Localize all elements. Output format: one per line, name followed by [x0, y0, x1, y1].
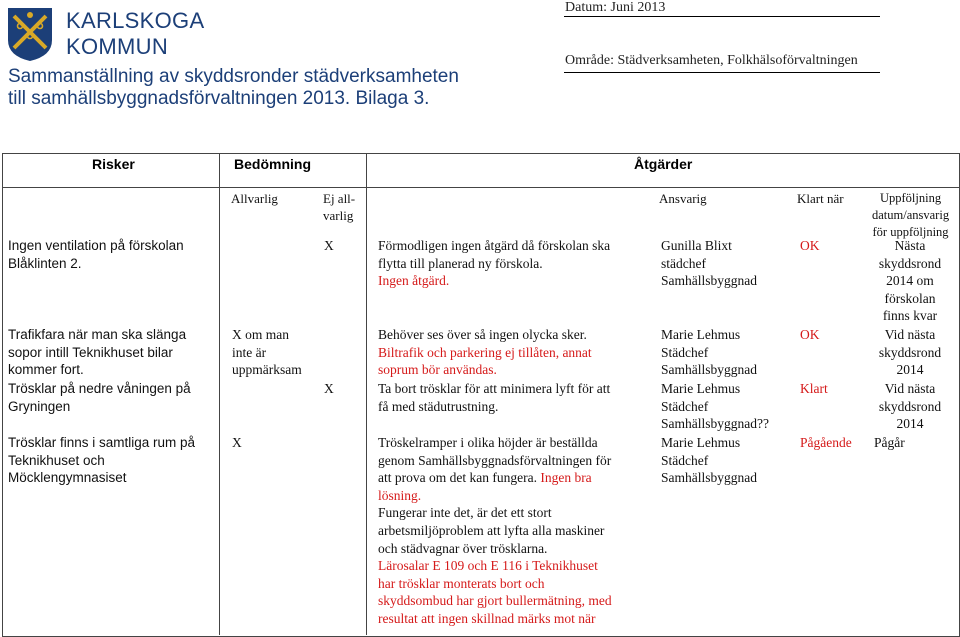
- uppf-line: 2014: [896, 362, 924, 378]
- subheader-ansvarig: Ansvarig: [659, 191, 707, 206]
- area-field: Område: Städverksamheten, Folkhälsoförvaltningen: [565, 53, 858, 68]
- klart-status: OK: [800, 238, 820, 253]
- atgard-line: resultat att ingen skillnad märks mot när: [378, 610, 596, 626]
- risk-line: Teknikhuset och: [8, 452, 105, 468]
- atgard-line: Tröskelramper i olika höjder är beställda: [378, 435, 598, 450]
- column-header-risker: Risker: [92, 156, 135, 172]
- risk-line: sopor intill Teknikhuset bilar: [8, 344, 173, 360]
- risk-cell: [8, 434, 195, 487]
- uppf-line: 2014 om: [886, 273, 934, 289]
- subheader-uppfoljning: [872, 190, 949, 241]
- risk-line: Möcklengymnasiset: [8, 470, 127, 486]
- atgard-line: Lärosalar E 109 och E 116 i Teknikhuset: [378, 558, 598, 574]
- risk-cell: [8, 326, 186, 379]
- atgard-line: soprum bör användas.: [378, 362, 497, 378]
- atgard-cell: [378, 380, 610, 415]
- atgard-line: lösning.: [378, 487, 422, 503]
- risk-line: Gryningen: [8, 398, 71, 414]
- ansvarig-line: Samhällsbyggnad: [661, 470, 757, 486]
- uppf-line: Vid nästa: [884, 327, 936, 342]
- uppfoljning-cell: [868, 237, 952, 325]
- ansvarig-line: Gunilla Blixt: [661, 238, 732, 253]
- logo-wordmark: [66, 8, 204, 60]
- atgard-text-red: Ingen bra: [540, 470, 592, 486]
- ansvarig-cell: [661, 237, 757, 290]
- allvarlig-line: X om man: [232, 327, 289, 342]
- uppf-line: Pågår: [874, 435, 905, 450]
- allvarlig-line: inte är: [232, 344, 267, 360]
- uppf-line: Vid nästa: [884, 381, 936, 396]
- risk-line: Ingen ventilation på förskolan: [8, 238, 184, 253]
- subheader-ej-allvarlig: [323, 190, 355, 224]
- ansvarig-line: Städchef: [661, 452, 709, 468]
- date-underline: [564, 16, 880, 17]
- logo-line-1: KARLSKOGA: [66, 8, 205, 33]
- subheader-klart-nar: Klart när: [797, 191, 844, 206]
- municipality-logo: [6, 6, 54, 62]
- ansvarig-line: Städchef: [661, 398, 709, 414]
- klart-status: Pågående: [800, 435, 852, 450]
- subheader-allvarlig: Allvarlig: [231, 191, 278, 206]
- uppf-line: skyddsrond: [878, 398, 942, 414]
- uppf-line: skyddsrond: [878, 255, 942, 271]
- risk-line: Trösklar på nedre våningen på: [8, 381, 191, 396]
- subheader-ej-line-1: Ej all-: [323, 191, 356, 206]
- title-line-2: till samhällsbyggnadsförvaltningen 2013. Bilaga 3.: [8, 88, 430, 109]
- atgard-line: och städvagnar över trösklarna.: [378, 540, 548, 556]
- uppfoljning-cell: [874, 434, 905, 452]
- atgard-line: har trösklar monterats bort och: [378, 575, 545, 591]
- uppfoljning-cell: [868, 380, 952, 433]
- uppfoljning-cell: [868, 326, 952, 379]
- subheader-uppf-line-3: för uppföljning: [872, 225, 949, 239]
- ej-allvarlig-mark: X: [324, 238, 334, 253]
- atgard-cell: [378, 237, 610, 290]
- column-header-bedomning: Bedömning: [234, 156, 311, 172]
- ansvarig-line: Samhällsbyggnad??: [661, 416, 769, 432]
- document-title: [8, 66, 459, 110]
- header-divider: [2, 187, 959, 188]
- atgard-line: Fungerar inte det, är det ett stort: [378, 505, 552, 521]
- uppf-line: förskolan: [884, 290, 936, 306]
- allvarlig-mark: [232, 326, 302, 379]
- ansvarig-cell: [661, 380, 769, 433]
- risk-line: Trafikfara när man ska slänga: [8, 327, 187, 342]
- ansvarig-line: Städchef: [661, 344, 709, 360]
- ansvarig-cell: [661, 326, 757, 379]
- column-divider-risker: [219, 153, 220, 635]
- risk-cell: [8, 237, 184, 272]
- atgard-line: [378, 469, 612, 487]
- atgard-line: Behöver ses över så ingen olycka sker.: [378, 327, 587, 342]
- date-field: Datum: Juni 2013: [565, 0, 666, 15]
- ansvarig-line: Marie Lehmus: [661, 381, 741, 396]
- atgard-line: få med städutrustning.: [378, 398, 499, 414]
- ansvarig-line: Marie Lehmus: [661, 327, 741, 342]
- subheader-ej-line-2: varlig: [323, 208, 354, 223]
- atgard-cell: [378, 326, 592, 379]
- atgard-line: skyddsombud har gjort bullermätning, med: [378, 593, 612, 609]
- ansvarig-line: städchef: [661, 255, 706, 271]
- ansvarig-line: Marie Lehmus: [661, 435, 741, 450]
- subheader-uppf-line-2: datum/ansvarig: [872, 208, 950, 222]
- ej-allvarlig-mark: X: [324, 381, 334, 396]
- ansvarig-cell: [661, 434, 757, 487]
- atgard-text: att prova om det kan fungera.: [378, 470, 541, 486]
- klart-status: Klart: [800, 381, 828, 396]
- uppf-line: finns kvar: [882, 308, 938, 324]
- atgard-line: flytta till planerad ny förskola.: [378, 255, 543, 271]
- logo-line-2: KOMMUN: [66, 34, 169, 59]
- uppf-line: Nästa: [894, 238, 926, 253]
- ansvarig-line: Samhällsbyggnad: [661, 362, 757, 378]
- atgard-cell: [378, 434, 612, 628]
- title-line-1: Sammanställning av skyddsronder städverksamheten: [8, 66, 459, 87]
- klart-status: OK: [800, 327, 820, 342]
- column-header-atgarder: Åtgärder: [634, 156, 693, 172]
- atgard-line: genom Samhällsbyggnadsförvaltningen för: [378, 452, 612, 468]
- ansvarig-line: Samhällsbyggnad: [661, 273, 757, 289]
- risk-cell: [8, 380, 191, 415]
- allvarlig-mark: X: [232, 435, 242, 450]
- uppf-line: 2014: [896, 416, 924, 432]
- area-underline: [564, 72, 880, 73]
- subheader-uppf-line-1: Uppföljning: [879, 191, 942, 205]
- atgard-line: arbetsmiljöproblem att lyfta alla maskiner: [378, 522, 605, 538]
- risk-line: kommer fort.: [8, 362, 84, 378]
- atgard-line: Biltrafik och parkering ej tillåten, annat: [378, 344, 592, 360]
- column-divider-bedomning: [366, 153, 367, 635]
- atgard-line: Ingen åtgärd.: [378, 273, 450, 289]
- atgard-line: Förmodligen ingen åtgärd då förskolan ska: [378, 238, 611, 253]
- risk-line: Blåklinten 2.: [8, 255, 82, 271]
- allvarlig-line: uppmärksam: [232, 362, 302, 378]
- risk-line: Trösklar finns i samtliga rum på: [8, 435, 196, 450]
- atgard-line: Ta bort trösklar för att minimera lyft för att: [378, 381, 611, 396]
- uppf-line: skyddsrond: [878, 344, 942, 360]
